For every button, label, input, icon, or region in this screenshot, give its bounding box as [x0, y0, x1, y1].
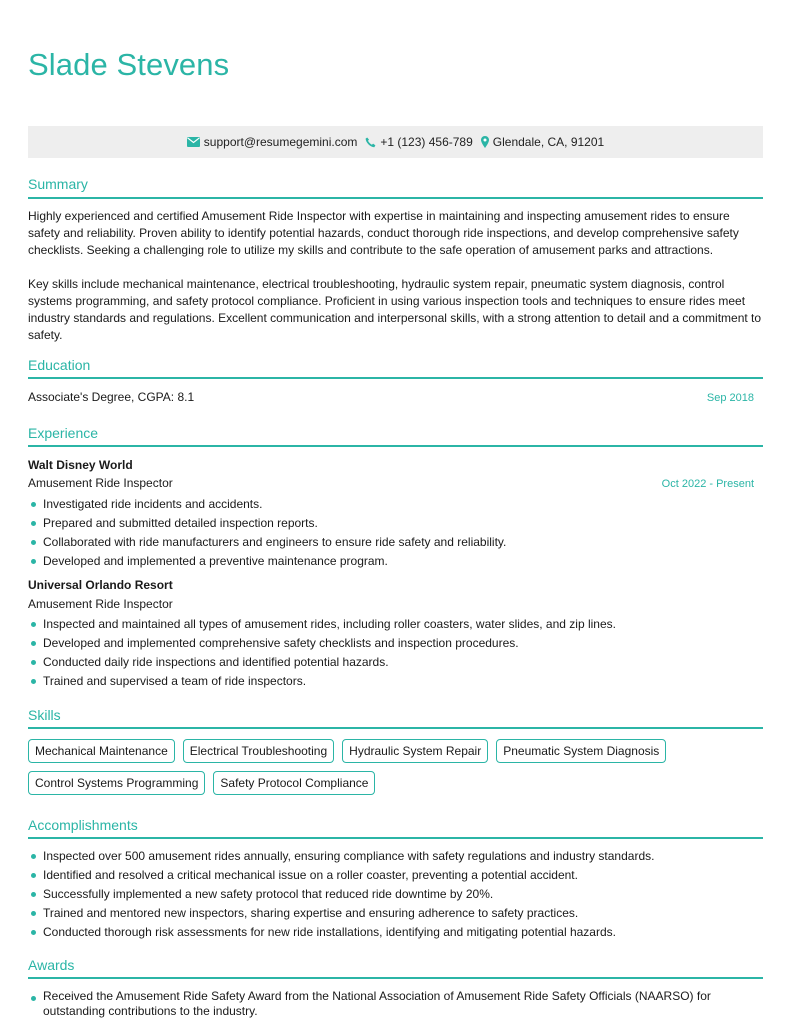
list-item: Inspected over 500 amusement rides annually, ensuring compliance with safety regulations and industry standards.: [28, 847, 763, 866]
list-item: Received the Amusement Ride Safety Award from the National Association of Amusement Ride Safety Officials (NAARSO) for outstanding contributions to the industry.: [28, 989, 763, 1019]
experience-divider: [28, 445, 763, 447]
list-item: Developed and implemented comprehensive safety checklists and inspection procedures.: [28, 634, 763, 653]
list-item: Inspected and maintained all types of amusement rides, including roller coasters, water slides, and zip lines.: [28, 615, 763, 634]
job-role: Amusement Ride Inspector: [28, 597, 173, 611]
list-item: Successfully implemented a new safety protocol that reduced ride downtime by 20%.: [28, 885, 763, 904]
job-role: Amusement Ride Inspector: [28, 476, 173, 490]
accomplishments-list: [28, 847, 763, 942]
list-item: Trained and supervised a team of ride inspectors.: [28, 672, 763, 691]
contact-email[interactable]: [187, 135, 358, 149]
contact-bar: [28, 126, 763, 158]
education-heading: Education: [28, 357, 91, 373]
list-item: Developed and implemented a preventive maintenance program.: [28, 552, 763, 571]
job-date: Oct 2022 - Present: [661, 478, 754, 490]
list-item: Trained and mentored new inspectors, sharing expertise and ensuring adherence to safety practices.: [28, 904, 763, 923]
awards-list: [28, 989, 763, 1023]
accomplishments-divider: [28, 837, 763, 839]
contact-phone[interactable]: [365, 135, 472, 149]
skill-chip: Pneumatic System Diagnosis: [496, 739, 666, 763]
summary-heading: Summary: [28, 176, 88, 192]
list-item: Identified and resolved a critical mechanical issue on a roller coaster, preventing a potential accident.: [28, 866, 763, 885]
skill-chip: Hydraulic System Repair: [342, 739, 488, 763]
job-company: Universal Orlando Resort: [28, 578, 173, 592]
education-degree: Associate's Degree, CGPA: 8.1: [28, 390, 195, 404]
list-item: Conducted thorough risk assessments for new ride installations, identifying and mitigating potential hazards.: [28, 923, 763, 942]
experience-heading: Experience: [28, 425, 99, 441]
skill-chip: Mechanical Maintenance: [28, 739, 175, 763]
list-item: Prepared and submitted detailed inspection reports.: [28, 514, 763, 533]
map-pin-icon: [481, 136, 489, 148]
envelope-icon: [187, 137, 200, 147]
skill-chip: Electrical Troubleshooting: [183, 739, 334, 763]
summary-paragraph-2: Key skills include mechanical maintenance, electrical troubleshooting, hydraulic system repair, pneumatic system diagnosis, control systems programming, and safety protocol compliance. Proficient in using various inspection tools and techniques to ensure rides meet industry standards and regulations. Excellent communication and interpersonal skills, with a strong attention to detail and a commitment to safety.: [28, 277, 762, 342]
email-text: support@resumegemini.com: [203, 135, 358, 149]
education-date: Sep 2018: [706, 392, 754, 404]
education-divider: [28, 377, 763, 379]
skills-divider: [28, 727, 763, 729]
skills-list: [28, 739, 763, 795]
skills-heading: Skills: [28, 707, 61, 723]
phone-icon: [365, 137, 376, 148]
job-company: Walt Disney World: [28, 458, 133, 472]
list-item: Investigated ride incidents and accidents.: [28, 495, 763, 514]
job-bullets: [28, 615, 763, 691]
job-bullets: [28, 495, 763, 571]
phone-text: +1 (123) 456-789: [380, 135, 473, 149]
list-item: Conducted daily ride inspections and identified potential hazards.: [28, 653, 763, 672]
awards-heading: Awards: [28, 957, 75, 973]
summary-paragraph-1: Highly experienced and certified Amusement Ride Inspector with expertise in maintaining and inspecting amusement rides to ensure safety and reliability. Proven ability to identify potential hazards, conduct thorough ride inspections, and develop comprehensive safety checklists. Seeking a challenging role to utilize my skills and contribute to the safe operation of amusement parks and attractions.: [28, 209, 739, 257]
awards-divider: [28, 977, 763, 979]
candidate-name: Slade Stevens: [28, 47, 230, 82]
list-item: Collaborated with ride manufacturers and engineers to ensure ride safety and reliability.: [28, 533, 763, 552]
accomplishments-heading: Accomplishments: [28, 817, 138, 833]
summary-divider: [28, 197, 763, 199]
skill-chip: Safety Protocol Compliance: [213, 771, 375, 795]
location-text: Glendale, CA, 91201: [492, 135, 605, 149]
skill-chip: Control Systems Programming: [28, 771, 205, 795]
contact-location: [481, 135, 604, 149]
